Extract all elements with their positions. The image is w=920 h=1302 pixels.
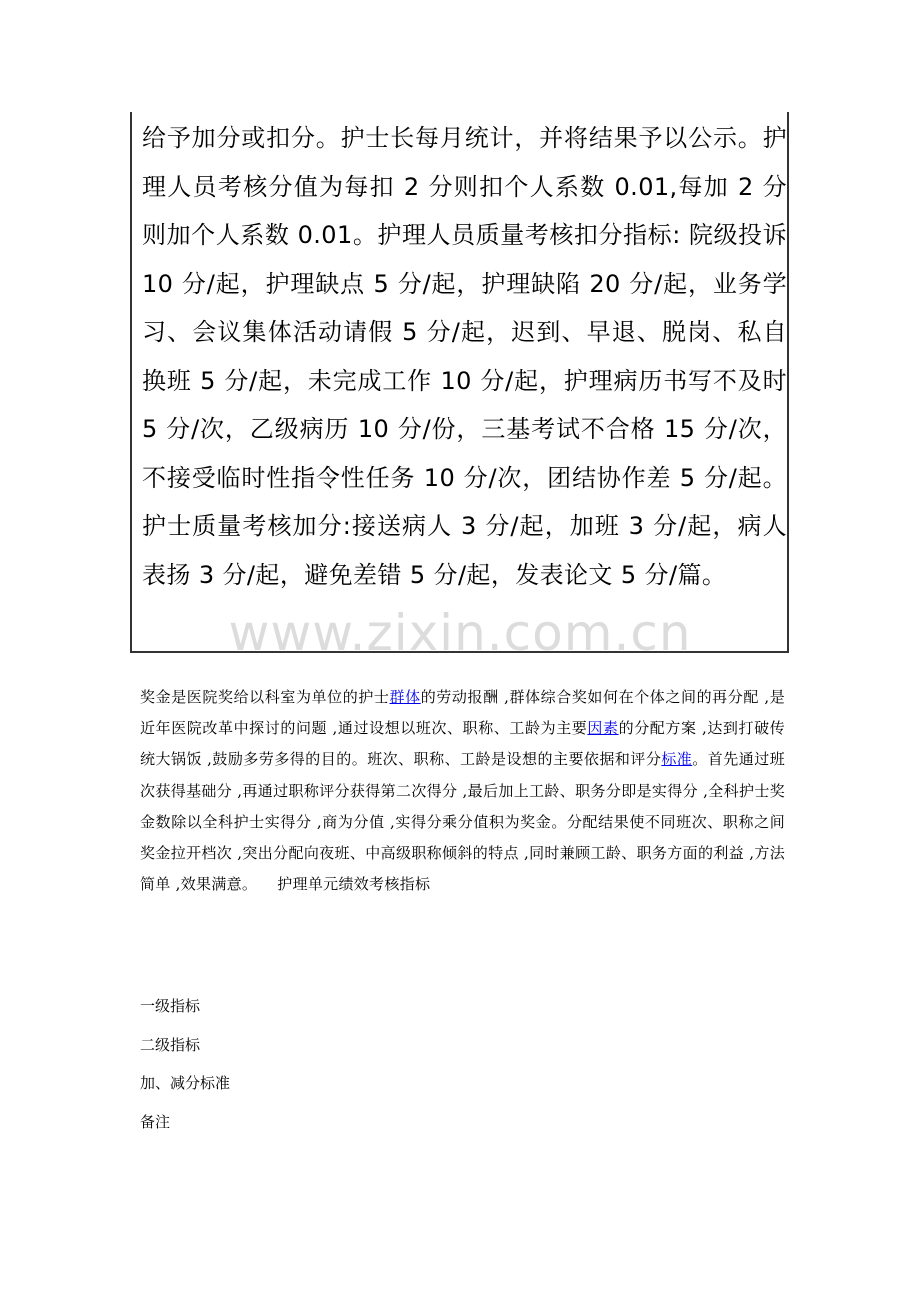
paragraph-text-3: 的分配方案 ,达到打破传统大锅饭 ,鼓励多劳多得的目的。班次、职称、工龄是设想的主要依据和评分 — [140, 719, 785, 769]
table-header-level2: 二级指标 — [140, 1036, 201, 1054]
table-header-level1: 一级指标 — [140, 997, 201, 1015]
paragraph-text-1: 奖金是医院奖给以科室为单位的护士 — [140, 688, 390, 706]
paragraph-text-2: 的劳动报酬 ,群体综合奖如何在个体之间的再分配 ,是近年医院改革中探讨的问题 ,通过设想以班次、职称、工龄为主要 — [140, 688, 785, 738]
link-yinsu[interactable]: 因素 — [587, 719, 619, 738]
watermark: www.zixin.com.cn — [228, 604, 692, 662]
link-qunti[interactable]: 群体 — [389, 688, 421, 706]
table-header-criteria: 加、减分标准 — [140, 1074, 231, 1092]
section-title: 护理单元绩效考核指标 — [277, 875, 431, 894]
scoring-rules-paragraph: 给予加分或扣分。护士长每月统计，并将结果予以公示。护理人员考核分值为每扣 2 分则扣个人系数 0.01,每加 2 分则加个人系数 0.01。护理人员质量考核扣分指标: 院级投诉 10 分/起，护理缺点 5 分/起，护理缺陷 20 分/起，业务学习、会议集体活动请假 5 分/起，迟到、早退、脱岗、私自换班 5 分/起，未完成工作 10 分/起，护理病历书写不及时 5 分/次，乙级病历 10 分/份，三基考试不合格 15 分/次，不接受临时性指令性任务 10 分/次，团结协作差 5 分/起。护士质量考核加分:接送病人 3 分/起，加班 3 分/起，病人表扬 3 分/起，避免差错 5 分/起，发表论文 5 分/篇。 — [142, 124, 787, 589]
link-biaozhun[interactable]: 标准 — [661, 750, 693, 769]
boxed-table-cell — [130, 112, 789, 653]
paragraph-text-4: 。首先通过班次获得基础分 ,再通过职称评分获得第二次得分 ,最后加上工龄、职务分即是实得分 ,全科护士奖金数除以全科护士实得分 ,商为分值 ,实得分乘分值积为奖金。分配结果使不同班次、职称之间奖金拉开档次 ,突出分配向夜班、中高级职称倾斜的特点 ,同时兼顾工龄、职务方面的利益 ,方法简单 ,效果满意。 — [140, 750, 785, 894]
table-header-remarks: 备注 — [140, 1113, 171, 1131]
bonus-distribution-paragraph — [140, 682, 785, 900]
